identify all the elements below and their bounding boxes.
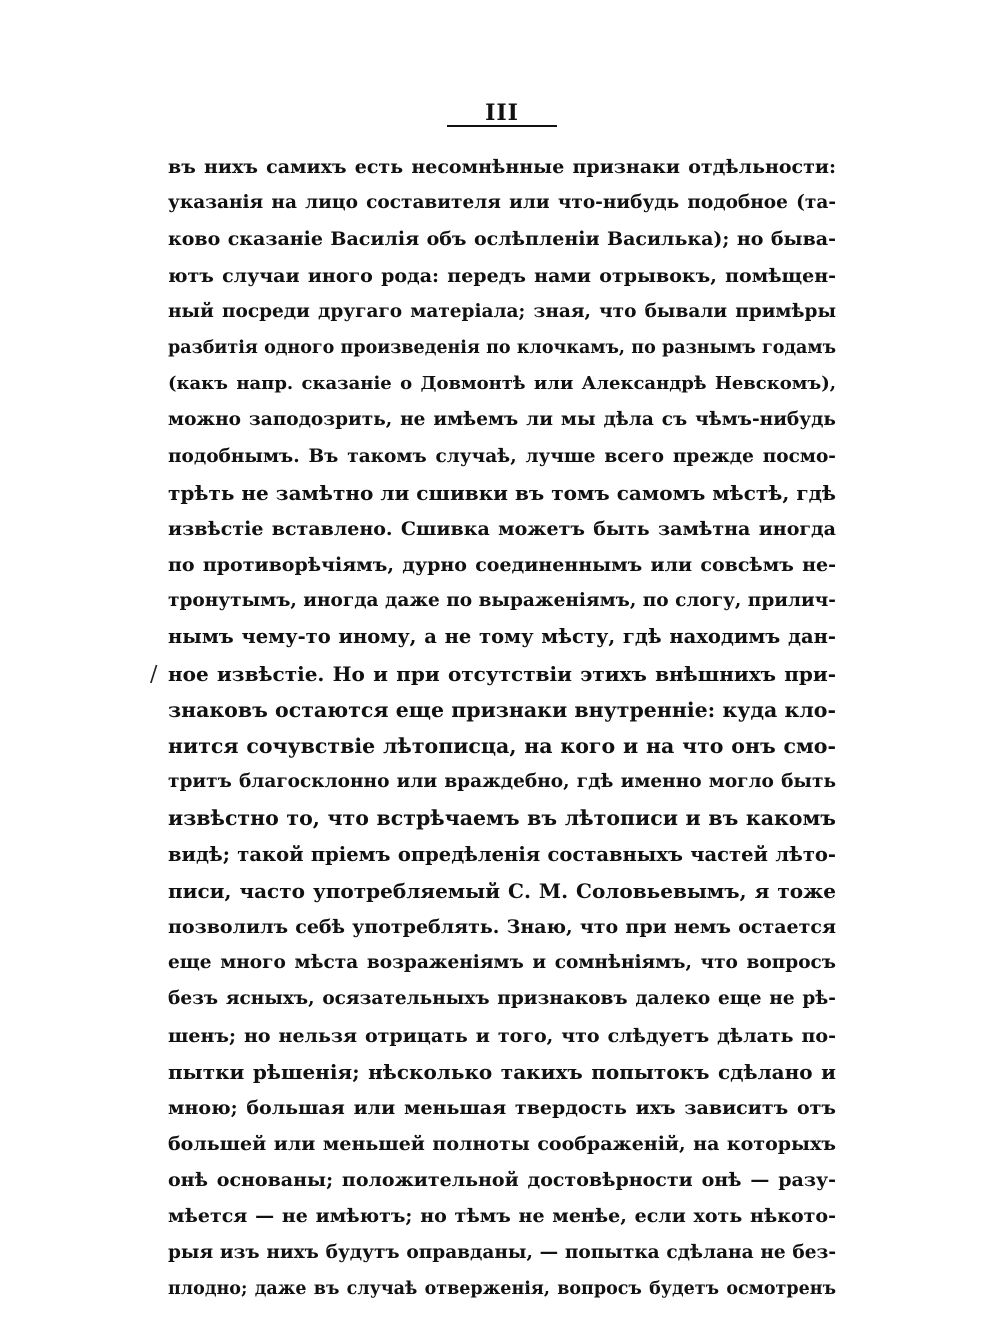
text-line: мною; большая или меньшая твердость ихъ зависитъ отъ	[168, 1096, 836, 1119]
text-line: разбитія одного произведенія по клочкамъ, по разнымъ годамъ	[168, 337, 836, 358]
text-line: по противорѣчіямъ, дурно соединеннымъ или совсѣмъ не-	[168, 554, 836, 577]
text-line: ное извѣстіе. Но и при отсутствіи этихъ внѣшнихъ при-	[168, 661, 836, 686]
text-line: извѣстіе вставлено. Сшивка можетъ быть замѣтна иногда	[168, 517, 836, 540]
text-line: видѣ; такой пріемъ опредѣленія составныхъ частей лѣто-	[168, 842, 836, 866]
text-line: еще много мѣста возраженіямъ и сомнѣніямъ, что вопросъ	[168, 952, 836, 974]
body-text	[168, 149, 836, 1307]
text-line: можно заподозрить, не имѣемъ ли мы дѣла съ чѣмъ-нибудь	[168, 409, 836, 431]
text-line: подобнымъ. Въ такомъ случаѣ, лучше всего прежде посмо-	[168, 445, 836, 467]
header-rule	[447, 125, 557, 127]
margin-mark: ∕	[150, 662, 158, 687]
text-line: позволилъ себѣ употреблять. Знаю, что при немъ остается	[168, 915, 836, 938]
text-line: тронутымъ, иногда даже по выраженіямъ, по слогу, прилич-	[168, 590, 836, 612]
text-line: въ нихъ самихъ есть несомнѣнные признаки отдѣльности:	[168, 156, 836, 178]
text-line: писи, часто употребляемый С. М. Соловьевымъ, я тоже	[168, 878, 836, 903]
text-line: большей или меньшей полноты соображеній, на которыхъ	[168, 1133, 836, 1156]
text-line: онѣ основаны; положительной достовѣрности онѣ — разу-	[168, 1169, 836, 1192]
text-line: ково сказаніе Василія объ ослѣпленіи Василька); но быва-	[168, 228, 836, 251]
text-line: безъ ясныхъ, осязательныхъ признаковъ далеко еще не рѣ-	[168, 988, 836, 1010]
text-line: знаковъ остаются еще признаки внутренніе: куда кло-	[168, 697, 836, 722]
text-line: мѣется — не имѣютъ; но тѣмъ не менѣе, если хоть нѣкото-	[168, 1205, 836, 1228]
text-line: пытки рѣшенія; нѣсколько такихъ попытокъ сдѣлано и	[168, 1059, 836, 1084]
text-line: указанія на лицо составителя или что-нибудь подобное (та-	[168, 192, 836, 214]
text-line: тритъ благосклонно или враждебно, гдѣ именно могло быть	[168, 771, 836, 793]
text-line: ный посреди другаго матеріала; зная, что бывали примѣры	[168, 300, 836, 322]
text-line: шенъ; но нельзя отрицать и того, что слѣдуетъ дѣлать по-	[168, 1024, 836, 1047]
text-line: рыя изъ нихъ будутъ оправданы, — попытка сдѣлана не без-	[168, 1241, 836, 1263]
text-line: плодно; даже въ случаѣ отверженія, вопросъ будетъ осмотренъ	[168, 1278, 836, 1299]
text-line: ютъ случаи иного рода: передъ нами отрывокъ, помѣщен-	[168, 264, 836, 287]
page-number: III	[485, 100, 519, 126]
text-line: (какъ напр. сказаніе о Довмонтѣ или Александрѣ Невскомъ),	[168, 373, 836, 395]
text-line: нымъ чему-то иному, а не тому мѣсту, гдѣ находимъ дан-	[168, 625, 836, 649]
text-line: трѣть не замѣтно ли сшивки въ томъ самомъ мѣстѣ, гдѣ	[168, 480, 836, 505]
text-line: извѣстно то, что встрѣчаемъ въ лѣтописи и въ какомъ	[168, 806, 836, 831]
text-line: нится сочувствіе лѣтописца, на кого и на что онъ смо-	[168, 734, 836, 758]
